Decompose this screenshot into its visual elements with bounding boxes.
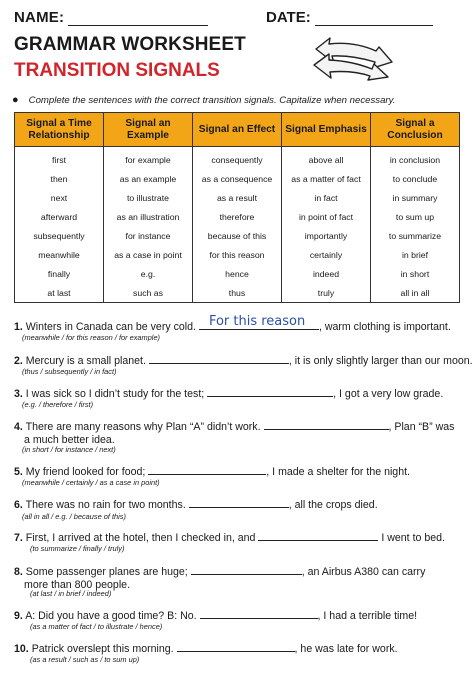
table-cell: thus bbox=[193, 284, 282, 303]
table-cell: to conclude bbox=[371, 170, 460, 189]
question-2 bbox=[14, 354, 473, 367]
table-cell: as an example bbox=[104, 170, 193, 189]
table-cell: e.g. bbox=[104, 265, 193, 284]
date-field bbox=[266, 9, 433, 26]
table-cell: indeed bbox=[282, 265, 371, 284]
question-text-after: , I got a very low grade. bbox=[333, 388, 444, 400]
question-4 bbox=[14, 420, 454, 446]
answer-blank[interactable] bbox=[199, 314, 319, 330]
question-text-after: , warm clothing is important. bbox=[318, 321, 451, 333]
table-header-row bbox=[15, 113, 460, 147]
answer-blank[interactable] bbox=[258, 531, 378, 541]
question-text-after: , it is only slightly larger than our moon. bbox=[288, 355, 473, 367]
table-cell: at last bbox=[15, 284, 104, 303]
table-row bbox=[15, 265, 460, 284]
table-cell: as a matter of fact bbox=[282, 170, 371, 189]
table-header-cell: Signal a Conclusion bbox=[371, 113, 460, 147]
question-number: 7. bbox=[14, 532, 23, 544]
question-text: Patrick overslept this morning. bbox=[31, 643, 174, 655]
question-number: 1. bbox=[14, 321, 23, 333]
question-text: There was no rain for two months. bbox=[25, 499, 186, 511]
date-label: DATE: bbox=[266, 9, 311, 26]
handwritten-answer: For this reason bbox=[208, 314, 306, 329]
name-field bbox=[14, 9, 208, 26]
question-text: First, I arrived at the hotel, then I checked in, and bbox=[25, 532, 256, 544]
question-text-after: , I had a terrible time! bbox=[317, 610, 418, 622]
question-text: A: Did you have a good time? B: No. bbox=[25, 610, 197, 622]
table-header-cell: Signal an Effect bbox=[193, 113, 282, 147]
answer-blank[interactable] bbox=[148, 465, 266, 475]
table-cell: as a consequence bbox=[193, 170, 282, 189]
question-text: Mercury is a small planet. bbox=[25, 355, 146, 367]
table-cell: therefore bbox=[193, 208, 282, 227]
transition-signals-table bbox=[14, 112, 460, 303]
question-number: 4. bbox=[14, 421, 23, 433]
question-hint: (as a matter of fact / to illustrate / hence) bbox=[30, 622, 163, 631]
question-9 bbox=[14, 609, 417, 622]
question-text-after: , I made a shelter for the night. bbox=[266, 466, 410, 478]
question-hint: (meanwhile / for this reason / for example) bbox=[22, 333, 161, 342]
table-cell: above all bbox=[282, 147, 371, 170]
question-text-after: , Plan “B” was bbox=[388, 421, 455, 433]
table-header-cell: Signal a Time Relationship bbox=[15, 113, 104, 147]
bullet-icon: ● bbox=[12, 94, 19, 106]
name-input-line[interactable] bbox=[68, 12, 208, 26]
question-number: 3. bbox=[14, 388, 23, 400]
table-cell: such as bbox=[104, 284, 193, 303]
question-10 bbox=[14, 642, 398, 655]
worksheet-title: GRAMMAR WORKSHEET bbox=[14, 34, 246, 55]
table-cell: as a result bbox=[193, 189, 282, 208]
question-hint: (in short / for instance / next) bbox=[22, 445, 116, 454]
table-cell: to summarize bbox=[371, 227, 460, 246]
question-number: 8. bbox=[14, 566, 23, 578]
table-cell: for instance bbox=[104, 227, 193, 246]
question-number: 9. bbox=[14, 610, 23, 622]
table-cell: in point of fact bbox=[282, 208, 371, 227]
table-row bbox=[15, 208, 460, 227]
table-cell: next bbox=[15, 189, 104, 208]
question-hint: (meanwhile / certainly / as a case in point) bbox=[22, 478, 160, 487]
table-row bbox=[15, 147, 460, 170]
answer-blank[interactable] bbox=[264, 420, 389, 430]
table-cell: truly bbox=[282, 284, 371, 303]
question-text-after: I went to bed. bbox=[381, 532, 445, 544]
date-input-line[interactable] bbox=[315, 12, 433, 26]
worksheet-subtitle: TRANSITION SIGNALS bbox=[14, 60, 220, 81]
table-cell: first bbox=[15, 147, 104, 170]
table-cell: then bbox=[15, 170, 104, 189]
answer-blank[interactable] bbox=[207, 387, 333, 397]
table-cell: hence bbox=[193, 265, 282, 284]
table-cell: meanwhile bbox=[15, 246, 104, 265]
answer-blank[interactable] bbox=[191, 565, 302, 575]
table-cell: in short bbox=[371, 265, 460, 284]
question-8 bbox=[14, 565, 425, 591]
question-hint: (to summarize / finally / truly) bbox=[30, 544, 125, 553]
question-7 bbox=[14, 531, 445, 544]
question-text-after: , an Airbus A380 can carry bbox=[301, 566, 426, 578]
table-cell: in conclusion bbox=[371, 147, 460, 170]
question-5 bbox=[14, 465, 410, 478]
table-row bbox=[15, 284, 460, 303]
table-row bbox=[15, 246, 460, 265]
double-arrow-icon bbox=[308, 35, 396, 81]
question-text-continued: a much better idea. bbox=[24, 434, 115, 446]
question-text-after: , he was late for work. bbox=[294, 643, 398, 655]
table-cell: for example bbox=[104, 147, 193, 170]
answer-blank[interactable] bbox=[177, 642, 295, 652]
table-cell: in fact bbox=[282, 189, 371, 208]
table-cell: importantly bbox=[282, 227, 371, 246]
table-cell: certainly bbox=[282, 246, 371, 265]
question-number: 6. bbox=[14, 499, 23, 511]
question-number: 2. bbox=[14, 355, 23, 367]
question-3 bbox=[14, 387, 443, 400]
question-text: Winters in Canada can be very cold. bbox=[25, 321, 196, 333]
table-cell: to sum up bbox=[371, 208, 460, 227]
answer-blank[interactable] bbox=[189, 498, 289, 508]
question-hint: (e.g. / therefore / first) bbox=[22, 400, 94, 409]
answer-blank[interactable] bbox=[200, 609, 318, 619]
table-cell: subsequently bbox=[15, 227, 104, 246]
instruction-text: Complete the sentences with the correct transition signals. Capitalize when necessary. bbox=[28, 95, 396, 106]
table-cell: finally bbox=[15, 265, 104, 284]
instruction bbox=[12, 94, 395, 106]
name-label: NAME: bbox=[14, 9, 65, 26]
table-cell: as a case in point bbox=[104, 246, 193, 265]
question-number: 5. bbox=[14, 466, 23, 478]
question-1 bbox=[14, 314, 451, 333]
question-text: I was sick so I didn’t study for the test; bbox=[25, 388, 205, 400]
table-cell: in brief bbox=[371, 246, 460, 265]
question-hint: (at last / in brief / indeed) bbox=[30, 589, 112, 598]
table-cell: consequently bbox=[193, 147, 282, 170]
question-text: My friend looked for food; bbox=[25, 466, 146, 478]
table-cell: in summary bbox=[371, 189, 460, 208]
table-cell: for this reason bbox=[193, 246, 282, 265]
table-cell: afterward bbox=[15, 208, 104, 227]
question-text-after: , all the crops died. bbox=[288, 499, 378, 511]
question-text: There are many reasons why Plan “A” didn’t work. bbox=[25, 421, 261, 433]
question-text: Some passenger planes are huge; bbox=[25, 566, 188, 578]
table-cell: all in all bbox=[371, 284, 460, 303]
table-cell: because of this bbox=[193, 227, 282, 246]
question-hint: (thus / subsequently / in fact) bbox=[22, 367, 117, 376]
question-number: 10. bbox=[14, 643, 29, 655]
question-text-continued: more than 800 people. bbox=[24, 579, 131, 591]
table-row bbox=[15, 227, 460, 246]
table-cell: as an illustration bbox=[104, 208, 193, 227]
answer-blank[interactable] bbox=[149, 354, 289, 364]
table-header-cell: Signal Emphasis bbox=[282, 113, 371, 147]
table-row bbox=[15, 189, 460, 208]
question-hint: (as a result / such as / to sum up) bbox=[30, 655, 140, 664]
table-row bbox=[15, 170, 460, 189]
question-6 bbox=[14, 498, 378, 511]
question-hint: (all in all / e.g. / because of this) bbox=[22, 512, 126, 521]
table-header-cell: Signal an Example bbox=[104, 113, 193, 147]
table-cell: to illustrate bbox=[104, 189, 193, 208]
